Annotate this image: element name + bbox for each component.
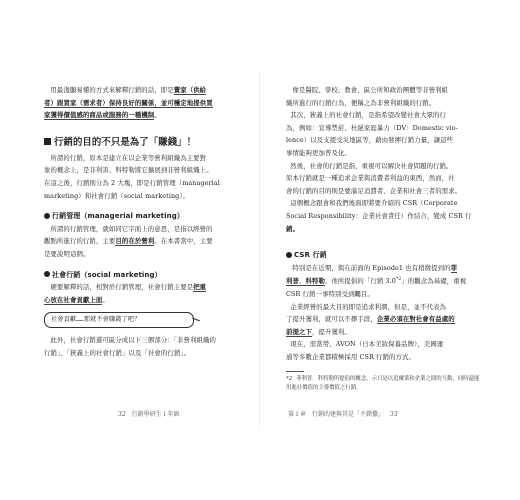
closing-paragraph (44, 334, 232, 359)
body-line: 了提升獲利，就可以不擇手段， (286, 315, 377, 324)
body-line: marketing）和社會行銷（social marketing）。 (44, 191, 190, 200)
body-line: 為，例如：宣導禁菸、杜絕家庭暴力（DV：Domestic vio- (286, 123, 458, 132)
intro-text: 用最淺顯易懂的方式來解釋行銷的話，即是 (50, 86, 174, 94)
page-number: 32 (118, 411, 126, 418)
body-line: 特別是在近期，與在前面的 Episode1 也有稍微提到的 (292, 263, 451, 272)
body-line: 。在本書當中，主要 (154, 237, 213, 246)
subheading-csr (286, 249, 482, 262)
subheading-text: CSR 行銷 (294, 251, 327, 260)
body-line: 」的觀念為基礎，重視 (401, 277, 467, 286)
body-line: lence）以及支援受災地區等，藉由發揮行銷力量，讓這些 (286, 136, 454, 145)
body-line: CSR 行銷一事特別受到矚目。 (286, 290, 374, 299)
footnote-tag: *2 (286, 376, 293, 382)
body-line: 所謂的行銷，原本是建立在以企業等營利組織為主要對 (50, 153, 207, 162)
square-bullet-icon (44, 138, 51, 145)
left-footer (118, 409, 180, 418)
subheading-social (44, 269, 232, 282)
body-line: 織所進行的行銷行為，便稱之為非營利組織的行銷。 (286, 98, 436, 107)
body-line: 現在，需當勞、AVON（日本美妝保養品牌），美國運 (290, 340, 444, 349)
footnote-ref: *2 (395, 277, 402, 283)
footnote-text: 菲利普．科特勒所提倡的概念。示只是以追爾業和企業之間的互動，同時還能用進社價值的主導價值之行銷。 (286, 376, 480, 391)
body-line: Social Responsibility：企業社會責任）作結合，變成 CSR 行 (286, 211, 472, 220)
section1-paragraph (44, 152, 232, 202)
body-line: 。 (102, 295, 109, 304)
subheading-text: 行銷管理（managerial marketing） (52, 212, 184, 221)
body-highlight: 企業必須在對社會有益處的 (376, 315, 455, 324)
intro-highlight: 者）跟買家（需求者）保持良好的關係，並可穩定地提供買 (44, 98, 213, 107)
body-highlight: 前提之下 (286, 327, 312, 336)
body-line: ，提升獲利。 (311, 327, 351, 336)
body-line: 象的概念上，是非利害、科特勒將它擴展到非營利組織上。 (44, 166, 213, 175)
body-line: 會的行銷的目的則是要滿足消費者、企業和社會三者的需求。 (286, 186, 462, 195)
body-line: 行銷」、「狹義上的社會行銷」以及「社會的行銷」。 (44, 348, 191, 357)
body-line: 在這之後，行銷則分為 2 大塊，即是行銷管理（managerial (44, 178, 220, 187)
body-line: 原本行銷就是一種追求企業與消費者利益的東西，然而，社 (286, 174, 455, 183)
body-highlight: 菲 (450, 263, 458, 272)
speech-bubble-text: 社會貢獻……那就不會賺錢了吧？ (51, 316, 141, 324)
running-title: 行銷學研生１年級 (131, 411, 180, 418)
social-paragraph (44, 281, 232, 306)
intro-highlight: 家獲得價值感的商品或服務的一種機制 (44, 111, 155, 120)
csr-paragraph (286, 262, 482, 364)
body-line: 硬要解釋的話，相對於行銷管理，社會行銷主要是 (50, 283, 194, 292)
body-highlight: 把重 (193, 283, 207, 292)
speech-bubble (44, 312, 194, 328)
intro-highlight: 賣家（供給 (173, 86, 207, 94)
footnote-rule (286, 371, 304, 372)
body-line: 這個概念跟會和我們後面即將要介紹的 CSR（Corporate (290, 199, 458, 208)
section-heading-text: 行銷的目的不只是為了「賺錢」！ (54, 136, 197, 148)
body-line: 觀點所進行的行銷，主要 (44, 237, 116, 246)
body-line: 所謂的行銷管理，就如同它字面上的意思，是指以經營的 (50, 224, 213, 233)
right-column (286, 84, 482, 364)
body-line: ，他所提倡的「行銷 3.0 (324, 277, 396, 286)
right-page (260, 0, 520, 500)
body-highlight: 心放在社會貢獻上面 (44, 295, 103, 304)
section-heading (44, 136, 232, 150)
managerial-paragraph (44, 223, 232, 261)
right-footer (288, 409, 404, 418)
body-line: 像是醫院、學校、教會、區公所和政治團體等非營利組 (292, 86, 449, 94)
body-line: 通等多數企業都積極採用 CSR 行銷的方式。 (286, 353, 415, 361)
subheading-managerial (44, 210, 232, 223)
dot-bullet-icon (44, 213, 50, 219)
right-paragraph-1 (286, 84, 482, 235)
body-highlight: 利普．科特勒 (286, 277, 325, 286)
page-number: 33 (390, 411, 398, 418)
intro-paragraph (44, 84, 232, 122)
running-title: 第１章 行銷的建與其是「不錯撒」 (288, 411, 385, 418)
left-column (44, 84, 232, 360)
subheading-text: 社會行銷（social marketing） (52, 270, 162, 279)
body-line: 是要說明這個。 (44, 249, 90, 258)
intro-text: 。 (154, 111, 161, 120)
speech-tail-icon (192, 318, 200, 322)
body-highlight: 目的在於營利 (115, 237, 155, 246)
dot-bullet-icon (286, 252, 292, 258)
dot-bullet-icon (44, 271, 50, 277)
body-line: 此外，社會行銷還可區分成以下三個部分：「非營利組織的 (50, 336, 216, 345)
body-line: 銷。 (286, 224, 299, 233)
body-line: 企業經營的最大目的即是追求利潤，但是，並不代表為 (290, 302, 447, 311)
footnote (286, 375, 482, 393)
body-line: 然後，社會的行銷是指，重視可以解決社會問題的行銷。 (290, 161, 453, 170)
body-line: 事情能夠更加普及化。 (286, 148, 351, 157)
body-line: 其次，狹義上的社會行銷，是指希望改變社會大眾的行 (290, 111, 447, 120)
